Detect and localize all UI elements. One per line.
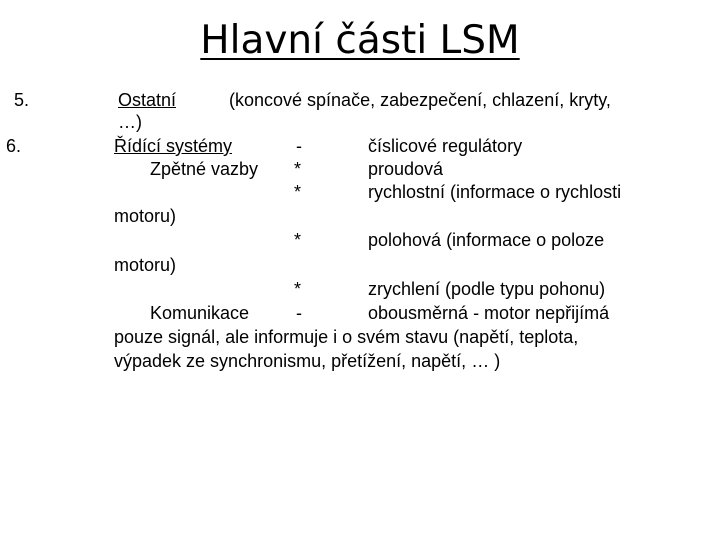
ostatni-continuation: …): [118, 112, 142, 132]
ostatni-description: (koncové spínače, zabezpečení, chlazení, kryty,: [229, 90, 611, 110]
komunikace-line-2: pouze signál, ale informuje i o svém stavu (napětí, teplota,: [114, 327, 579, 347]
zpetna-vazba-proudova: proudová: [368, 159, 444, 179]
zpetna-vazba-zrychleni: zrychlení (podle typu pohonu): [368, 279, 606, 299]
motoru-text: motoru): [114, 206, 177, 226]
zpetne-vazby-label: Zpětné vazby: [150, 159, 259, 179]
komunikace-description: obousměrná - motor nepřijímá: [368, 303, 610, 323]
komunikace-dash: -: [296, 303, 302, 323]
ostatni-label: Ostatní: [118, 90, 177, 110]
zpetna-vazba-rychlostni: rychlostní (informace o rychlosti: [368, 182, 622, 202]
zpetna-vazba-polohova: polohová (informace o poloze: [368, 230, 605, 250]
komunikace-line-3: výpadek ze synchronismu, přetížení, napětí, … ): [114, 351, 501, 371]
item-number-6: 6.: [6, 136, 22, 156]
ridici-description: číslicové regulátory: [368, 136, 523, 156]
ridici-systemy-label: Řídící systémy: [114, 136, 233, 156]
bullet-star: *: [294, 279, 302, 299]
ridici-dash: -: [296, 136, 302, 156]
bullet-star: *: [294, 182, 302, 202]
item-number-5: 5.: [14, 90, 30, 110]
komunikace-label: Komunikace: [150, 303, 250, 323]
motoru-text: motoru): [114, 255, 177, 275]
page-title: Hlavní části LSM: [200, 18, 520, 63]
bullet-star: *: [294, 230, 302, 250]
bullet-star: *: [294, 159, 302, 179]
